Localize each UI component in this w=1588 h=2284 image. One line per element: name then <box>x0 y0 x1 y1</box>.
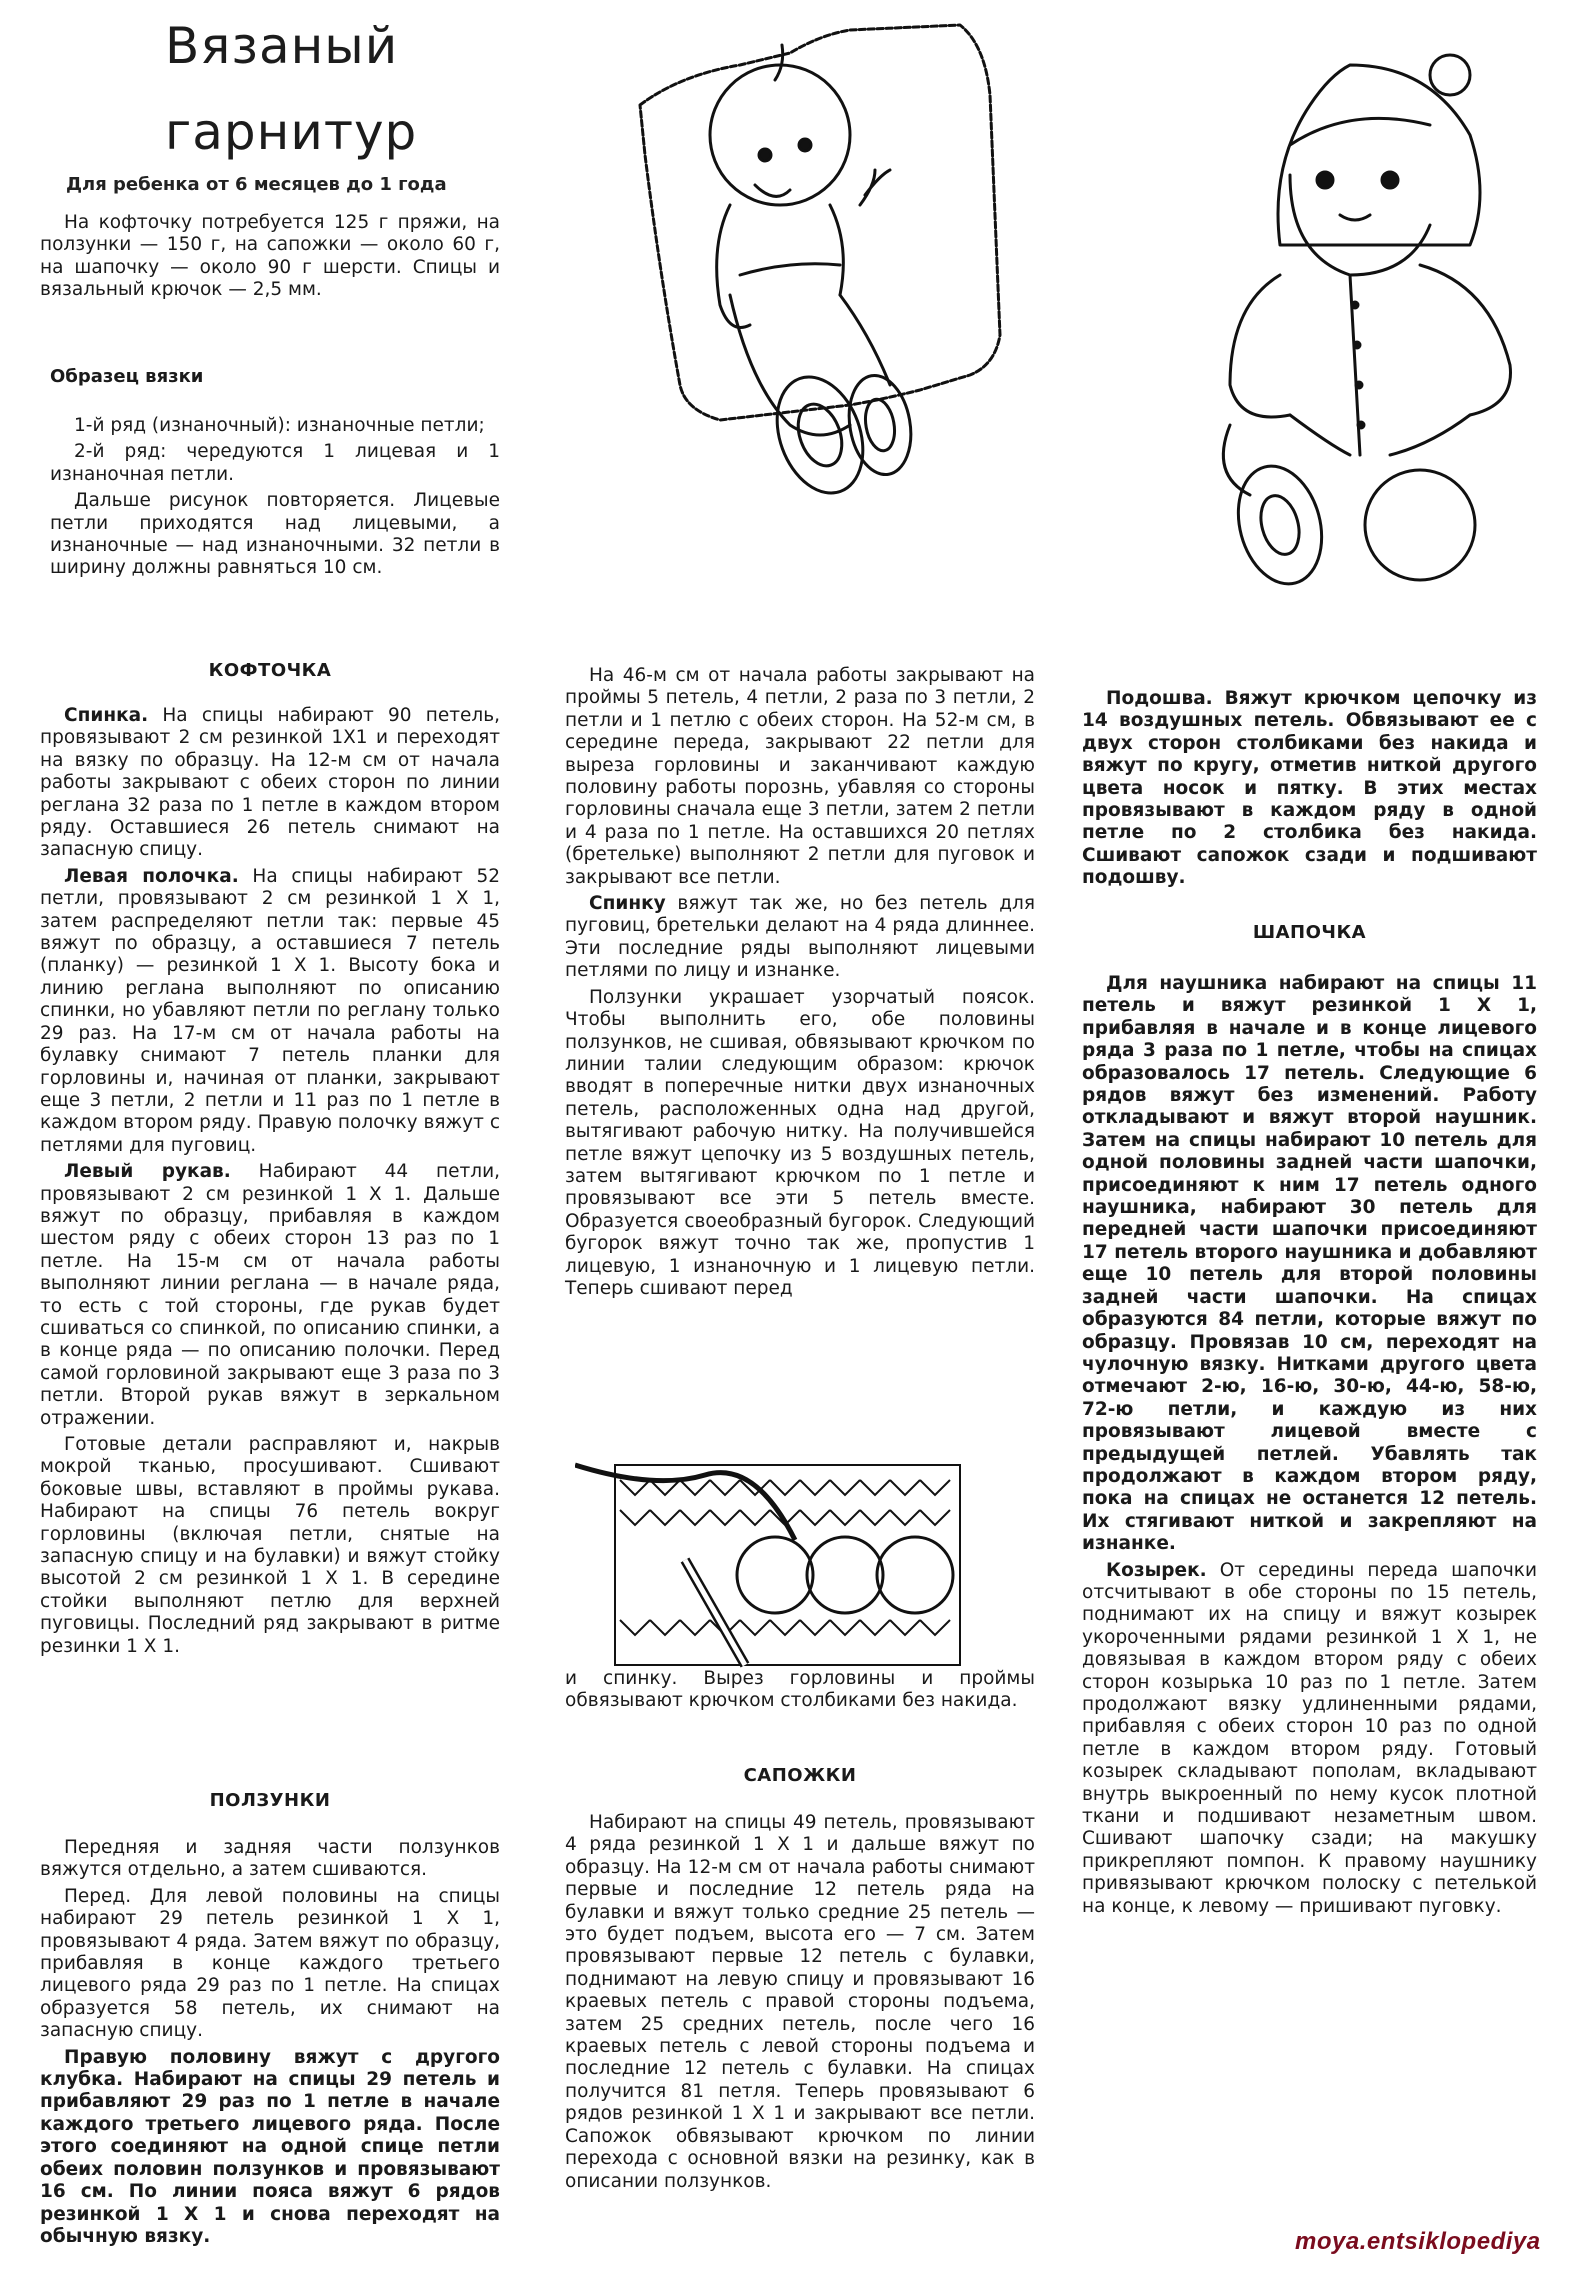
boots-sole-lead: Подошва. <box>1106 688 1213 709</box>
sweater-left-front <box>40 866 500 1157</box>
sample-heading: Образец вязки <box>50 366 204 387</box>
knitting-stitch-illustration <box>575 1450 985 1675</box>
sweater-back-lead: Спинка. <box>64 705 149 726</box>
page-title <box>165 14 525 164</box>
babies-illustration <box>590 5 1580 655</box>
rompers-belt-end-text: и спинку. Вырез горловины и проймы обвязывают крючком столбиками без накида. <box>565 1668 1035 1712</box>
sweater-left-sleeve-text: Набирают 44 петли, провязывают 2 см резинкой 1 Х 1. Дальше вяжут по образцу, прибавляя в каждом шестом ряду с обеих сторон 13 раз по 1 петле. На 15-м см от начала работы выполняют линии реглана — в начале ряда, то есть с той стороны, где рукав будет сшиваться со спинкой, по описанию спинки, а в конце ряда — по описанию полочки. Перед самой горловиной закрывают еще 3 раза по 3 петли. Второй рукав вяжут в зеркальном отражении. <box>40 1161 500 1429</box>
rompers-back <box>565 893 1035 983</box>
sample-repeat: Дальше рисунок повторяется. Лицевые петли приходятся над лицевыми, а изнаночные — над изнаночными. 32 петли в ширину должны равняться 10 см. <box>50 490 500 579</box>
subtitle: Для ребенка от 6 месяцев до 1 года <box>66 174 447 195</box>
rompers-intro: Передняя и задняя части ползунков вяжутся отдельно, а затем сшиваются. <box>40 1837 500 1881</box>
rompers-front-text: Для левой половины на спицы набирают 29 петель резинкой 1 Х 1, провязывают 4 ряда. Затем вяжут по образцу, прибавляя в конце каждого третьего лицевого ряда 29 раз по 1 петле. На спицах образуется 58 петель, их снимают на запасную спицу. <box>40 1885 500 2042</box>
title-line-2: гарнитур <box>165 103 418 161</box>
rompers-right-half: Правую половину вяжут с другого клубка. Набирают на спицы 29 петель и прибавляют 29 раз по 1 петле в начале каждого третьего лицевого ряда. После этого соединяют на одной спице петли обеих половин ползунков и провязывают 16 см. По линии пояса вяжут 6 рядов резинкой 1 Х 1 и снова переходят на обычную вязку. <box>40 2046 500 2247</box>
rompers-back-text: вяжут так же, но без петель для пуговиц, бретельки делают на 4 ряда длиннее. Эти последние ряды выполняют лицевыми петлями по лицу и изнанке. <box>565 893 1035 982</box>
hat-visor-text: От середины переда шапочки отсчитывают в обе стороны по 15 петель, поднимают их на спицу и вяжут козырек укороченными рядами резинкой 1 Х 1, не довязывая в каждом втором ряду с обеих сторон козырька 10 раз по 1 петле. Затем продолжают вязку удлиненными рядами, прибавляя с обеих сторон 10 раз по одной петле в каждом втором ряду. Готовый козырек складывают пополам, вкладывают внутрь выкроенный по нему кусок плотной ткани и подшивают незаметным швом. Сшивают шапочку сзади; на макушку прикрепляют помпон. К правому наушнику привязывают крючком полоску с петелькой на конце, к левому — пришивают пуговку. <box>1082 1559 1537 1917</box>
rompers-belt: Ползунки украшает узорчатый поясок. Чтобы выполнить его, обе половины ползунков, не сшивая, обвязывают крючком по линии талии следующим образом: крючок вводят в поперечные нитки двух изнаночных петель, расположенных одна над другой, вытягивают рабочую нитку. На получившейся петле вяжут цепочку из 5 воздушных петель, затем вытягивают крючком по 1 петле и провязывают все эти 5 петель вместе. Образуется своеобразный бугорок. Следующий бугорок вяжут точно так же, пропустив 1 лицевую, 1 изнаночную и 1 лицевую петли. Теперь сшивают перед <box>565 986 1035 1299</box>
boots-sole <box>1082 688 1537 894</box>
sweater-back <box>40 705 500 862</box>
watermark: moya.entsiklopediya <box>1295 2228 1541 2255</box>
sweater-section <box>40 660 500 1662</box>
hat-body: Для наушника набирают на спицы 11 петель и вяжут резинкой 1 Х 1, прибавляя в начале и в конце лицевого ряда 3 раза по 1 петле, чтобы на спицах образовалось 17 петель. Следующие 6 рядов вяжут без изменений. Работу откладывают и вяжут второй наушник. Затем на спицы набирают 10 петель для одной половины задней части шапочки, присоединяют к ним 17 петель одного наушника, набирают 30 петель для передней части шапочки присоединяют 17 петель второго наушника и добавляют еще 10 петель для второй половины задней части шапочки. На спицах образуются 84 петли, которые вяжут по образцу. Провязав 10 см, переходят на чулочную вязку. Нитками другого цвета отмечают 2-ю, 16-ю, 30-ю, 44-ю, 58-ю, 72-ю петли, и каждую из них провязывают лицевой вместе с предыдущей петлей. Убавлять так продолжают в каждом втором ряду, пока на спицах не останется 12 петель. Их стягивают ниткой и закрепляют на изнанке. <box>1082 973 1537 1555</box>
sample-row-2: 2-й ряд: чередуются 1 лицевая и 1 изнаночная петли. <box>50 441 500 485</box>
rompers-belt-end <box>565 1668 1035 1717</box>
hat-heading: ШАПОЧКА <box>1252 922 1367 943</box>
sweater-left-front-text: На спицы набирают 52 петли, провязывают 2 см резинкой 1 Х 1, затем распределяют петли так: первые 45 вяжут по образцу, а оставшиеся 7 петель (планку) — резинкой 1 Х 1. Высоту бока и линию реглана выполняют по описанию спинки, но убавляют петли по реглану только 29 раз. На 17-м см от начала работы на булавку снимают 7 петель планки для горловины и, начиная от планки, закрывают еще 3 петли, 2 петли и 11 раз по 1 петле в каждом втором ряду. Правую полочку вяжут с петлями для пуговиц. <box>40 865 500 1156</box>
sweater-left-sleeve-lead: Левый рукав. <box>64 1161 231 1183</box>
hat-section <box>1082 922 1537 1922</box>
rompers-heading: ПОЛЗУНКИ <box>209 1790 331 1811</box>
rompers-continued <box>565 665 1035 1304</box>
sweater-back-text: На спицы набирают 90 петель, провязывают 2 см резинкой 1Х1 и переходят на вязку по образцу. На 12-м см от начала работы закрывают с обеих сторон по линии реглана 32 раза по 1 петле в каждом втором ряду. Оставшиеся 26 петель снимают на запасную спицу. <box>40 705 500 861</box>
boots-sole-text <box>1082 688 1537 890</box>
boots-sole-body: Вяжут крючком цепочку из 14 воздушных петель. Обвязывают ее с двух сторон столбиками без накида и вяжут по кругу, отметив ниткой другого цвета носок и пятку. В этих местах провязывают в каждом ряду в одной петле по 2 столбика без накида. Сшивают сапожок сзади и подшивают подошву. <box>1082 688 1537 889</box>
title-line-1: Вязаный <box>165 17 399 75</box>
rompers-back-lead: Спинку <box>589 893 666 915</box>
sweater-heading: КОФТОЧКА <box>208 660 332 681</box>
rompers-section <box>40 1790 500 2252</box>
rompers-front-lead: Перед. <box>64 1885 132 1907</box>
boots-heading: САПОЖКИ <box>743 1765 857 1786</box>
sweater-left-front-lead: Левая полочка. <box>64 865 239 887</box>
sweater-left-sleeve <box>40 1161 500 1430</box>
rompers-front <box>40 1886 500 2043</box>
rompers-armholes: На 46-м см от начала работы закрывают на проймы 5 петель, 4 петли, 2 раза по 3 петли, 2 петли и 1 петлю с обеих сторон. На 52-м см, в середине переда, закрывают 22 петли для выреза горловины и заканчивают каждую половину работы порознь, убавляя со стороны горловины сначала еще 3 петли, затем 2 петли и 4 раза по 1 петле. На оставшихся 20 петлях (бретельке) выполняют 2 петли для пуговок и закрывают все петли. <box>565 665 1035 888</box>
intro-paragraph: На кофточку потребуется 125 г пряжи, на ползунки — 150 г, на сапожки — около 60 г, на шапочку — около 90 г шерсти. Спицы и вязальный крючок — 2,5 мм. <box>40 212 500 301</box>
hat-visor <box>1082 1560 1537 1919</box>
sample-section <box>50 366 500 584</box>
boots-section <box>565 1765 1035 2197</box>
boots-body: Набирают на спицы 49 петель, провязывают 4 ряда резинкой 1 Х 1 и дальше вяжут по образцу. На 12-м см от начала работы снимают первые и последние 12 петель ряда на булавки и вяжут только средние 25 петель — это будет подъем, высота его — 7 см. Затем провязывают первые 12 петель с булавки, поднимают на левую спицу и провязывают 16 краевых петель с правой стороны подъема, затем 25 средних петель, после чего 16 краевых петель с левой стороны подъема и последние 12 петель с булавки. На спицах получится 81 петля. Теперь провязывают 6 рядов резинкой 1 Х 1 и закрывают все петли. Сапожок обвязывают крючком по линии перехода с основной вязки на резинку, как в описании ползунков. <box>565 1812 1035 2192</box>
hat-visor-lead: Козырек. <box>1106 1559 1207 1581</box>
sample-row-1: 1-й ряд (изнаночный): изнаночные петли; <box>74 415 485 436</box>
sweater-assembly: Готовые детали расправляют и, накрыв мокрой тканью, просушивают. Сшивают боковые швы, вставляют в проймы рукава. Набирают на спицы 76 петель вокруг горловины (включая петли, снятые на запасную спицу и на булавки) и вяжут стойку высотой 2 см резинкой 1 Х 1. В середине стойки выполняют петлю для верхней пуговицы. Последний ряд закрывают в ритме резинки 1 Х 1. <box>40 1434 500 1657</box>
